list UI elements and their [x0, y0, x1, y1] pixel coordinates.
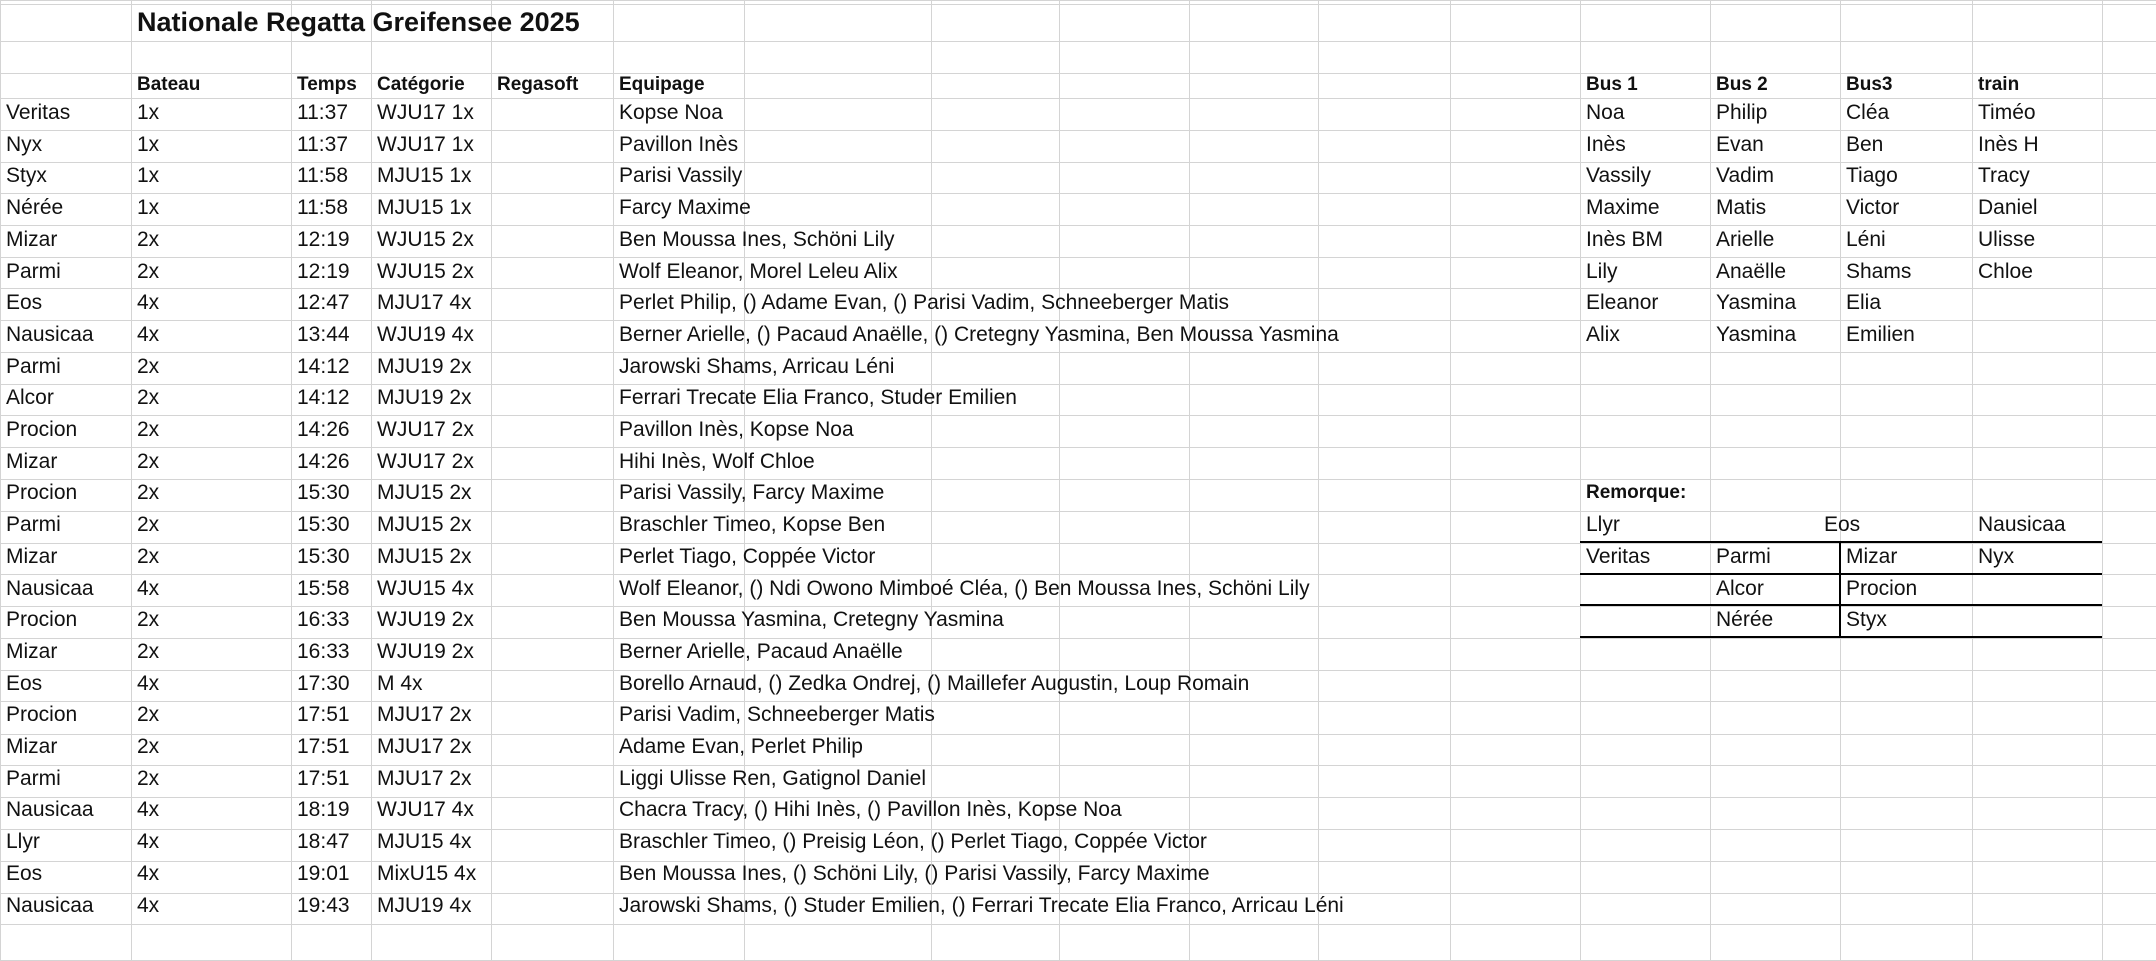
grid-column-line — [1972, 0, 1973, 960]
boat-name-cell[interactable]: Eos — [6, 672, 43, 695]
time-cell[interactable]: 15:30 — [297, 513, 350, 536]
crew-cell[interactable]: Wolf Eleanor, Morel Leleu Alix — [619, 260, 898, 283]
time-cell[interactable]: 17:51 — [297, 703, 350, 726]
crew-cell[interactable]: Kopse Noa — [619, 101, 723, 124]
bus-header[interactable]: Bus 2 — [1716, 74, 1768, 95]
boat-name-cell[interactable]: Alcor — [6, 386, 54, 409]
boat-name-cell[interactable]: Nausicaa — [6, 798, 94, 821]
crew-cell[interactable]: Braschler Timeo, Kopse Ben — [619, 513, 886, 536]
bus-cell[interactable]: Tracy — [1978, 164, 2030, 187]
crew-cell[interactable]: Borello Arnaud, () Zedka Ondrej, () Maillefer Augustin, Loup Romain — [619, 672, 1250, 695]
boat-type-cell[interactable]: 4x — [137, 577, 160, 600]
boat-type-cell[interactable]: 2x — [137, 481, 160, 504]
crew-cell[interactable]: Ferrari Trecate Elia Franco, Studer Emilien — [619, 386, 1017, 409]
time-cell[interactable]: 11:37 — [297, 133, 348, 156]
time-cell[interactable]: 17:30 — [297, 672, 350, 695]
boat-type-cell[interactable]: 2x — [137, 450, 160, 473]
bus-cell[interactable]: Alix — [1586, 323, 1620, 346]
grid-column-line — [1450, 0, 1451, 960]
time-cell[interactable]: 11:58 — [297, 196, 348, 219]
time-cell[interactable]: 19:01 — [297, 862, 350, 885]
boat-type-cell[interactable]: 1x — [137, 196, 160, 219]
boat-type-cell[interactable]: 2x — [137, 418, 160, 441]
boat-name-cell[interactable]: Eos — [6, 291, 43, 314]
category-cell[interactable]: MJU15 2x — [377, 513, 472, 536]
remorque-cell[interactable]: Styx — [1846, 608, 1887, 631]
boat-type-cell[interactable]: 2x — [137, 260, 160, 283]
category-cell[interactable]: MJU17 2x — [377, 767, 472, 790]
boat-name-cell[interactable]: Procion — [6, 418, 78, 441]
bus-cell[interactable]: Eleanor — [1586, 291, 1659, 314]
bus-cell[interactable]: Emilien — [1846, 323, 1915, 346]
category-cell[interactable]: MJU19 4x — [377, 894, 472, 917]
remorque-top-cell[interactable]: Nausicaa — [1978, 513, 2066, 536]
category-cell[interactable]: WJU15 2x — [377, 228, 474, 251]
boat-type-cell[interactable]: 4x — [137, 862, 160, 885]
remorque-top-cell[interactable]: Llyr — [1586, 513, 1620, 536]
category-cell[interactable]: MJU15 1x — [377, 164, 472, 187]
category-cell[interactable]: MJU15 2x — [377, 481, 472, 504]
crew-cell[interactable]: Liggi Ulisse Ren, Gatignol Daniel — [619, 767, 926, 790]
category-cell[interactable]: M 4x — [377, 672, 423, 695]
category-cell[interactable]: WJU19 2x — [377, 640, 474, 663]
time-cell[interactable]: 18:19 — [297, 798, 350, 821]
crew-cell[interactable]: Pavillon Inès, Kopse Noa — [619, 418, 854, 441]
crew-cell[interactable]: Perlet Tiago, Coppée Victor — [619, 545, 876, 568]
grid-row-line — [0, 0, 2156, 1]
category-cell[interactable]: MJU17 4x — [377, 291, 472, 314]
boat-name-cell[interactable]: Eos — [6, 862, 43, 885]
boat-type-cell[interactable]: 4x — [137, 291, 160, 314]
boat-name-cell[interactable]: Mizar — [6, 735, 58, 758]
boat-name-cell[interactable]: Mizar — [6, 228, 58, 251]
remorque-border-mid — [1580, 573, 2102, 575]
time-cell[interactable]: 12:19 — [297, 260, 350, 283]
grid-column-line — [491, 0, 492, 960]
category-cell[interactable]: WJU19 2x — [377, 608, 474, 631]
category-cell[interactable]: MJU15 4x — [377, 830, 472, 853]
boat-type-cell[interactable]: 4x — [137, 894, 160, 917]
time-cell[interactable]: 17:51 — [297, 767, 350, 790]
bus-cell[interactable]: Tiago — [1846, 164, 1898, 187]
category-cell[interactable]: WJU15 4x — [377, 577, 474, 600]
remorque-label[interactable]: Remorque: — [1586, 482, 1687, 503]
column-header[interactable]: Bateau — [137, 74, 201, 95]
bus-cell[interactable]: Chloe — [1978, 260, 2033, 283]
bus-cell[interactable]: Ben — [1846, 133, 1884, 156]
time-cell[interactable]: 11:37 — [297, 101, 348, 124]
boat-type-cell[interactable]: 2x — [137, 386, 160, 409]
boat-name-cell[interactable]: Llyr — [6, 830, 40, 853]
bus-cell[interactable]: Vassily — [1586, 164, 1651, 187]
remorque-cell[interactable]: Mizar — [1846, 545, 1898, 568]
grid-column-line — [1318, 0, 1319, 960]
bus-cell[interactable]: Inès BM — [1586, 228, 1664, 251]
boat-type-cell[interactable]: 2x — [137, 355, 160, 378]
boat-type-cell[interactable]: 2x — [137, 545, 160, 568]
boat-name-cell[interactable]: Mizar — [6, 545, 58, 568]
remorque-border-top — [1580, 541, 2102, 543]
time-cell[interactable]: 17:51 — [297, 735, 350, 758]
boat-type-cell[interactable]: 4x — [137, 798, 160, 821]
bus-cell[interactable]: Ulisse — [1978, 228, 2036, 251]
boat-type-cell[interactable]: 2x — [137, 608, 160, 631]
bus-cell[interactable]: Yasmina — [1716, 323, 1797, 346]
grid-row-line — [0, 924, 2156, 925]
bus-cell[interactable]: Léni — [1846, 228, 1886, 251]
remorque-border-mid — [1580, 604, 2102, 606]
time-cell[interactable]: 19:43 — [297, 894, 350, 917]
crew-cell[interactable]: Pavillon Inès — [619, 133, 739, 156]
boat-type-cell[interactable]: 2x — [137, 640, 160, 663]
category-cell[interactable]: MJU15 1x — [377, 196, 472, 219]
bus-cell[interactable]: Timéo — [1978, 101, 2036, 124]
category-cell[interactable]: WJU15 2x — [377, 260, 474, 283]
boat-name-cell[interactable]: Parmi — [6, 260, 61, 283]
column-header[interactable]: Catégorie — [377, 74, 465, 95]
boat-name-cell[interactable]: Styx — [6, 164, 47, 187]
boat-name-cell[interactable]: Procion — [6, 481, 78, 504]
category-cell[interactable]: WJU17 1x — [377, 133, 474, 156]
category-cell[interactable]: WJU17 2x — [377, 450, 474, 473]
category-cell[interactable]: MJU19 2x — [377, 386, 472, 409]
time-cell[interactable]: 14:12 — [297, 386, 350, 409]
bus-cell[interactable]: Victor — [1846, 196, 1900, 219]
bus-header[interactable]: Bus 1 — [1586, 74, 1638, 95]
grid-column-line — [371, 0, 372, 960]
boat-type-cell[interactable]: 1x — [137, 164, 160, 187]
remorque-border-bottom — [1580, 636, 2102, 638]
category-cell[interactable]: MJU15 2x — [377, 545, 472, 568]
column-header[interactable]: Temps — [297, 74, 357, 95]
bus-cell[interactable]: Yasmina — [1716, 291, 1797, 314]
bus-cell[interactable]: Evan — [1716, 133, 1764, 156]
crew-cell[interactable]: Ben Moussa Ines, Schöni Lily — [619, 228, 895, 251]
crew-cell[interactable]: Ben Moussa Ines, () Schöni Lily, () Parisi Vassily, Farcy Maxime — [619, 862, 1210, 885]
bus-cell[interactable]: Philip — [1716, 101, 1768, 124]
time-cell[interactable]: 13:44 — [297, 323, 350, 346]
boat-name-cell[interactable]: Nausicaa — [6, 577, 94, 600]
crew-cell[interactable]: Hihi Inès, Wolf Chloe — [619, 450, 815, 473]
bus-header[interactable]: Bus3 — [1846, 74, 1893, 95]
grid-column-line — [613, 0, 614, 960]
grid-column-line — [1580, 0, 1581, 960]
crew-cell[interactable]: Berner Arielle, () Pacaud Anaëlle, () Cretegny Yasmina, Ben Moussa Yasmina — [619, 323, 1339, 346]
remorque-cell[interactable]: Alcor — [1716, 577, 1764, 600]
category-cell[interactable]: WJU17 4x — [377, 798, 474, 821]
category-cell[interactable]: MixU15 4x — [377, 862, 477, 885]
grid-column-line — [1710, 0, 1711, 960]
boat-name-cell[interactable]: Procion — [6, 703, 78, 726]
category-cell[interactable]: WJU17 2x — [377, 418, 474, 441]
category-cell[interactable]: WJU17 1x — [377, 101, 474, 124]
bus-cell[interactable]: Inès — [1586, 133, 1626, 156]
boat-type-cell[interactable]: 1x — [137, 101, 160, 124]
boat-name-cell[interactable]: Parmi — [6, 513, 61, 536]
boat-name-cell[interactable]: Mizar — [6, 450, 58, 473]
time-cell[interactable]: 18:47 — [297, 830, 350, 853]
boat-type-cell[interactable]: 4x — [137, 830, 160, 853]
bus-cell[interactable]: Lily — [1586, 260, 1618, 283]
grid-column-line — [1189, 0, 1190, 960]
boat-name-cell[interactable]: Nérée — [6, 196, 64, 219]
boat-name-cell[interactable]: Procion — [6, 608, 78, 631]
boat-name-cell[interactable]: Mizar — [6, 640, 58, 663]
grid-column-line — [131, 0, 132, 960]
column-header[interactable]: Equipage — [619, 74, 705, 95]
crew-cell[interactable]: Chacra Tracy, () Hihi Inès, () Pavillon Inès, Kopse Noa — [619, 798, 1122, 821]
grid-column-line — [1840, 0, 1841, 960]
crew-cell[interactable]: Wolf Eleanor, () Ndi Owono Mimboé Cléa, () Ben Moussa Ines, Schöni Lily — [619, 577, 1310, 600]
remorque-cell[interactable]: Procion — [1846, 577, 1918, 600]
crew-cell[interactable]: Adame Evan, Perlet Philip — [619, 735, 863, 758]
bus-header[interactable]: train — [1978, 74, 2020, 95]
crew-cell[interactable]: Berner Arielle, Pacaud Anaëlle — [619, 640, 903, 663]
boat-name-cell[interactable]: Nyx — [6, 133, 43, 156]
category-cell[interactable]: MJU17 2x — [377, 703, 472, 726]
sheet-title[interactable]: Nationale Regatta Greifensee 2025 — [137, 7, 580, 37]
crew-cell[interactable]: Parisi Vassily, Farcy Maxime — [619, 481, 885, 504]
boat-type-cell[interactable]: 2x — [137, 735, 160, 758]
column-header[interactable]: Regasoft — [497, 74, 579, 95]
time-cell[interactable]: 16:33 — [297, 640, 350, 663]
grid-row-line — [0, 41, 2156, 42]
time-cell[interactable]: 12:47 — [297, 291, 350, 314]
boat-type-cell[interactable]: 2x — [137, 767, 160, 790]
boat-name-cell[interactable]: Parmi — [6, 767, 61, 790]
remorque-cell[interactable]: Parmi — [1716, 545, 1771, 568]
time-cell[interactable]: 12:19 — [297, 228, 350, 251]
crew-cell[interactable]: Jarowski Shams, Arricau Léni — [619, 355, 895, 378]
crew-cell[interactable]: Farcy Maxime — [619, 196, 751, 219]
time-cell[interactable]: 15:30 — [297, 481, 350, 504]
time-cell[interactable]: 15:58 — [297, 577, 350, 600]
bus-cell[interactable]: Anaëlle — [1716, 260, 1787, 283]
bus-cell[interactable]: Shams — [1846, 260, 1912, 283]
crew-cell[interactable]: Parisi Vadim, Schneeberger Matis — [619, 703, 935, 726]
remorque-cell[interactable]: Veritas — [1586, 545, 1651, 568]
time-cell[interactable]: 14:26 — [297, 418, 350, 441]
category-cell[interactable]: MJU19 2x — [377, 355, 472, 378]
grid-column-line — [2102, 0, 2103, 960]
time-cell[interactable]: 14:26 — [297, 450, 350, 473]
crew-cell[interactable]: Perlet Philip, () Adame Evan, () Parisi Vadim, Schneeberger Matis — [619, 291, 1230, 314]
time-cell[interactable]: 15:30 — [297, 545, 350, 568]
bus-cell[interactable]: Maxime — [1586, 196, 1660, 219]
boat-type-cell[interactable]: 4x — [137, 323, 160, 346]
bus-cell[interactable]: Arielle — [1716, 228, 1775, 251]
boat-type-cell[interactable]: 1x — [137, 133, 160, 156]
time-cell[interactable]: 14:12 — [297, 355, 350, 378]
remorque-top-cell[interactable]: Eos — [1824, 513, 1861, 536]
category-cell[interactable]: MJU17 2x — [377, 735, 472, 758]
boat-name-cell[interactable]: Nausicaa — [6, 894, 94, 917]
boat-name-cell[interactable]: Nausicaa — [6, 323, 94, 346]
bus-cell[interactable]: Inès H — [1978, 133, 2039, 156]
boat-type-cell[interactable]: 4x — [137, 672, 160, 695]
crew-cell[interactable]: Parisi Vassily — [619, 164, 743, 187]
grid-column-line — [291, 0, 292, 960]
bus-cell[interactable]: Matis — [1716, 196, 1767, 219]
grid-column-line — [0, 0, 1, 960]
crew-cell[interactable]: Jarowski Shams, () Studer Emilien, () Ferrari Trecate Elia Franco, Arricau Léni — [619, 894, 1344, 917]
bus-cell[interactable]: Elia — [1846, 291, 1882, 314]
bus-cell[interactable]: Vadim — [1716, 164, 1774, 187]
bus-cell[interactable]: Noa — [1586, 101, 1625, 124]
boat-type-cell[interactable]: 2x — [137, 513, 160, 536]
bus-cell[interactable]: Daniel — [1978, 196, 2038, 219]
boat-type-cell[interactable]: 2x — [137, 228, 160, 251]
category-cell[interactable]: WJU19 4x — [377, 323, 474, 346]
time-cell[interactable]: 11:58 — [297, 164, 348, 187]
crew-cell[interactable]: Ben Moussa Yasmina, Cretegny Yasmina — [619, 608, 1004, 631]
boat-type-cell[interactable]: 2x — [137, 703, 160, 726]
bus-cell[interactable]: Cléa — [1846, 101, 1890, 124]
remorque-cell[interactable]: Nyx — [1978, 545, 2015, 568]
time-cell[interactable]: 16:33 — [297, 608, 350, 631]
remorque-border-vertical — [1839, 541, 1841, 638]
crew-cell[interactable]: Braschler Timeo, () Preisig Léon, () Perlet Tiago, Coppée Victor — [619, 830, 1207, 853]
remorque-cell[interactable]: Nérée — [1716, 608, 1774, 631]
boat-name-cell[interactable]: Parmi — [6, 355, 61, 378]
boat-name-cell[interactable]: Veritas — [6, 101, 71, 124]
